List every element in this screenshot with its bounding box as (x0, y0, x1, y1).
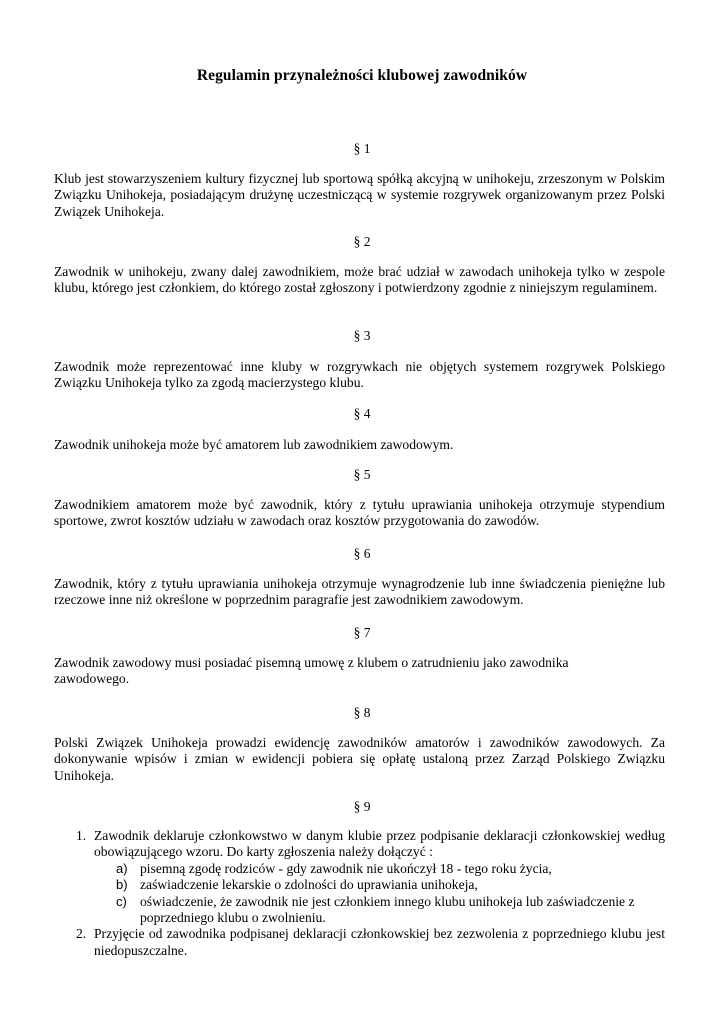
list-item-number: 1. (76, 828, 87, 843)
section-4-text: Zawodnik unihokeja może być amatorem lub zawodnikiem zawodowym. (54, 437, 454, 452)
sub-item-letter: a) (116, 860, 128, 876)
sub-list-item (54, 861, 665, 877)
sub-item-text: zaświadczenie lekarskie o zdolności do uprawiania unihokeja, (140, 877, 478, 893)
document-title: Regulamin przynależności klubowej zawodników (196, 67, 528, 84)
section-1-mark: § 1 (353, 141, 371, 156)
section-6-text: Zawodnik, który z tytułu uprawiania unihokeja otrzymuje wynagrodzenie lub inne świadczenia pieniężne lub rzeczowe inne niż określone w poprzednim paragrafie jest zawodnikiem zawodowym. (54, 576, 665, 608)
sub-list-item (54, 894, 665, 927)
sub-item-text: pisemną zgodę rodziców - gdy zawodnik nie ukończył 18 - tego roku życia, (140, 860, 552, 876)
sub-item-text: oświadczenie, że zawodnik nie jest członkiem innego klubu unihokeja lub zaświadczenie z poprzedniego klubu o zwolnieniu. (140, 893, 635, 926)
section-4-mark: § 4 (353, 406, 371, 421)
section-9-list (54, 828, 665, 959)
section-7-mark: § 7 (353, 625, 371, 640)
section-3-text: Zawodnik może reprezentować inne kluby w rozgrywkach nie objętych systemem rozgrywek Polskiego Związku Unihokeja tylko za zgodą macierzystego klubu. (54, 359, 665, 391)
section-3-mark: § 3 (353, 328, 371, 343)
list-item-number: 2. (76, 926, 87, 942)
section-2-mark: § 2 (353, 234, 371, 249)
list-item (54, 926, 665, 959)
section-9-mark: § 9 (353, 799, 371, 814)
section-2-text: Zawodnik w unihokeju, zwany dalej zawodnikiem, może brać udział w zawodach unihokeja tylko w zespole klubu, którego jest członkiem, do którego został zgłoszony i potwierdzony zgodnie z niniejszym regulaminem. (54, 264, 665, 296)
section-1-text: Klub jest stowarzyszeniem kultury fizycznej lub sportową spółką akcyjną w unihokeju, zrzeszonym w Polskim Związku Unihokeja, posiadającym drużynę uczestniczącą w systemie rozgrywek organizowanym przez Polski Związek Unihokeja. (54, 171, 665, 219)
section-5-mark: § 5 (353, 467, 371, 482)
list-item-text: Przyjęcie od zawodnika podpisanej deklaracji członkowskiej bez zezwolenia z poprzedniego klubu jest niedopuszczalne. (94, 926, 665, 958)
sub-item-letter: c) (116, 893, 127, 909)
section-8-mark: § 8 (353, 705, 371, 720)
list-item (54, 828, 665, 861)
section-5-text: Zawodnikiem amatorem może być zawodnik, który z tytułu uprawiania unihokeja otrzymuje stypendium sportowe, zwrot kosztów udziału w zawodach oraz kosztów przygotowania do zawodów. (54, 497, 665, 529)
sub-list-item (54, 877, 665, 893)
section-6-mark: § 6 (353, 546, 371, 561)
list-item-text: Zawodnik deklaruje członkowstwo w danym klubie przez podpisanie deklaracji członkowskiej według obowiązującego wzoru. Do karty zgłoszenia należy dołączyć : (94, 828, 665, 860)
section-7-text: Zawodnik zawodowy musi posiadać pisemną umowę z klubem o zatrudnieniu jako zawodnika zawodowego. (54, 655, 569, 687)
sub-item-letter: b) (116, 877, 128, 893)
section-8-text: Polski Związek Unihokeja prowadzi ewidencję zawodników amatorów i zawodników zawodowych. Za dokonywanie wpisów i zmian w ewidencji pobiera się opłatę ustaloną przez Zarząd Polskiego Związku Unihokeja. (54, 735, 665, 783)
